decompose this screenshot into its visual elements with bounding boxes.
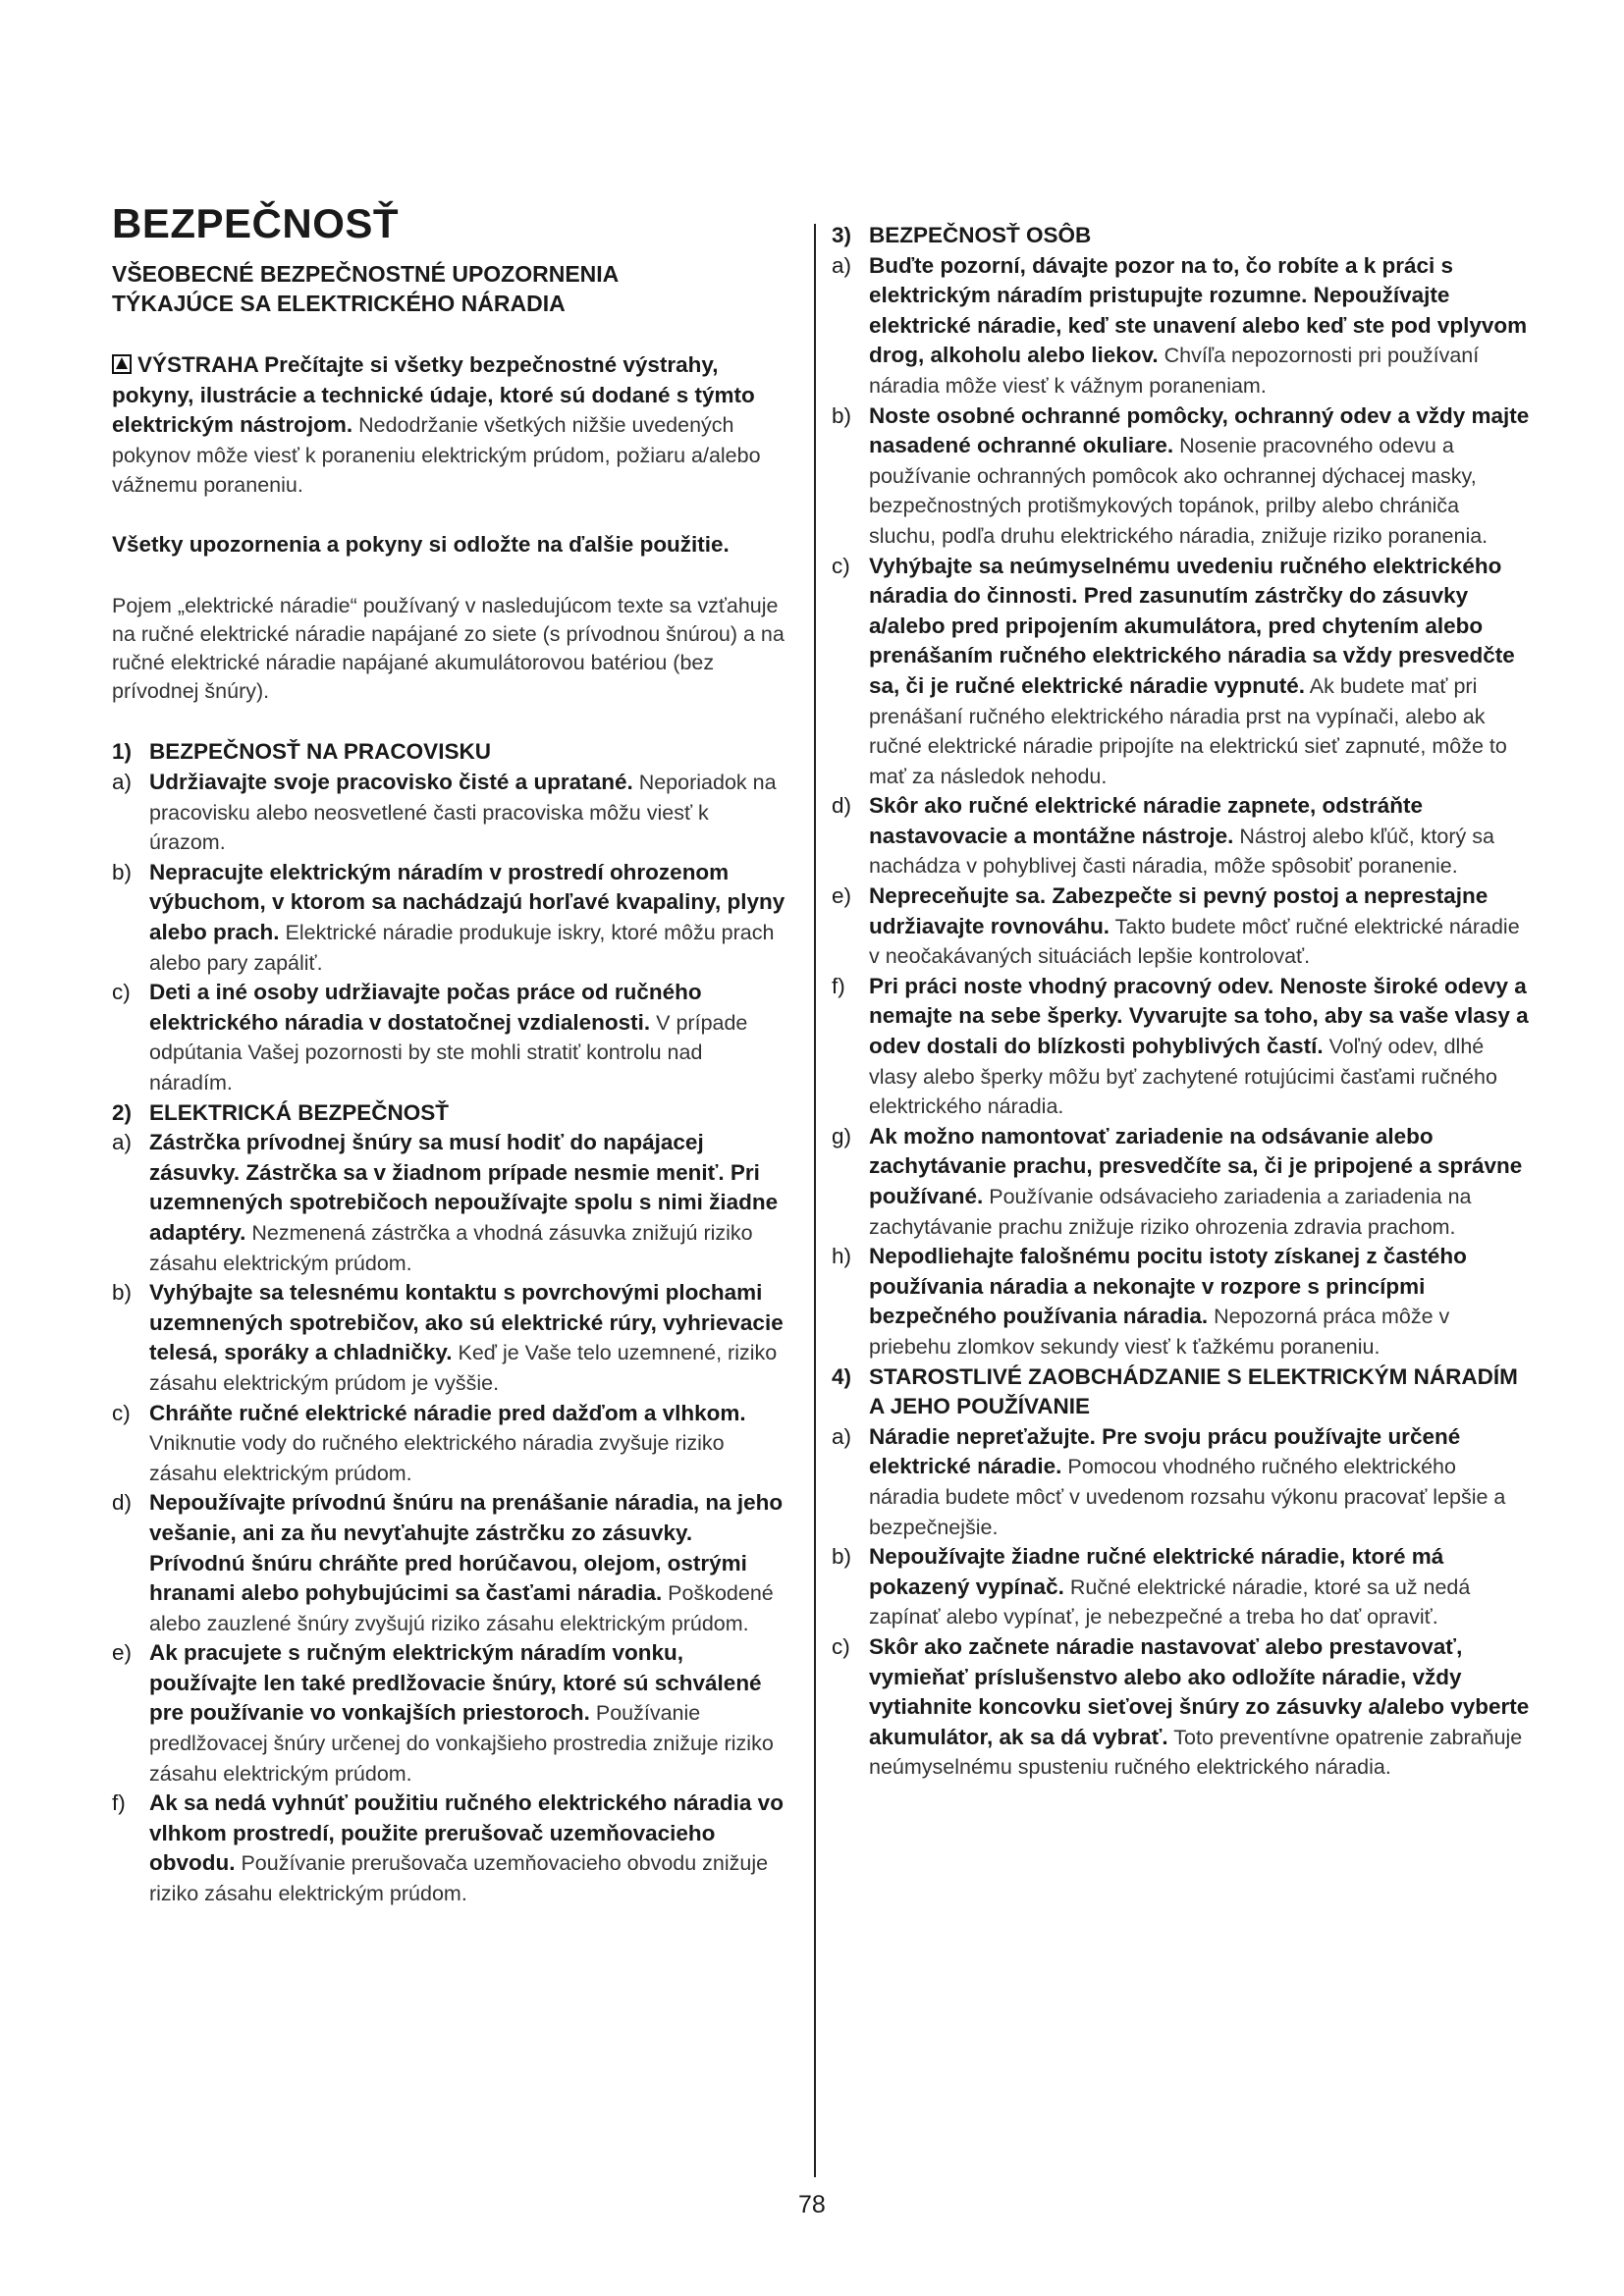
subtitle-line-1: VŠEOBECNÉ BEZPEČNOSTNÉ UPOZORNENIA <box>112 261 620 288</box>
list-item: c) Chráňte ručné elektrické náradie pred dažďom a vlhkom. Vniknutie vody do ručného elektrického náradia zvyšuje riziko zásahu elektrickým prúdom. <box>112 1400 746 1485</box>
column-divider <box>814 224 816 2177</box>
list-item: c) Skôr ako začnete náradie nastavovať alebo prestavovať, vymieňať príslušenstvo alebo ako odložíte náradie, vždy vytiahnite koncovku sieťovej šnúry zo zásuvky a/alebo vyberte akumulátor, ak sa dá vybrať. Toto preventívne opatrenie zabraňuje neúmyselnému spusteniu ručného elektrického náradia. <box>832 1633 1530 1780</box>
list-item: d) Nepoužívajte prívodnú šnúru na prenášanie náradia, na jeho vešanie, ani za ňu nevyťahujte zástrčku zo zásuvky. Prívodnú šnúru chráňte pred horúčavou, olejom, ostrými hranami alebo pohybujúcimi sa časťami náradia. Poškodené alebo zauzlené šnúry zvyšujú riziko zásahu elektrickým prúdom. <box>112 1490 784 1635</box>
list-item: a) Náradie nepreťažujte. Pre svoju prácu používajte určené elektrické náradie. Pomocou vhodného ručného elektrického náradia budete môcť v uvedenom rozsahu výkonu pracovať lepšie a bezpečnejšie. <box>832 1423 1506 1539</box>
warning-icon <box>112 354 132 374</box>
page-title: BEZPEČNOSŤ <box>112 200 400 246</box>
list-item: f) Ak sa nedá vyhnúť použitiu ručného elektrického náradia vo vlhkom prostredí, použite prerušovač uzemňovacieho obvodu. Používanie prerušovača uzemňovacieho obvodu znižuje riziko zásahu elektrickým prúdom. <box>112 1790 784 1906</box>
section-4 <box>832 1362 1531 1783</box>
section-heading: 3) BEZPEČNOSŤ OSÔB <box>832 223 1092 247</box>
keep-instructions: Všetky upozornenia a pokyny si odložte na ďalšie použitie. <box>112 531 730 557</box>
list-item: b) Nepracujte elektrickým náradím v prostredí ohrozenom výbuchom, v ktorom sa nachádzajú horľavé kvapaliny, plyny alebo prach. Elektrické náradie produkuje iskry, ktoré môžu prach alebo pary zapáliť. <box>112 859 785 975</box>
list-item: c) Vyhýbajte sa neúmyselnému uvedeniu ručného elektrického náradia do činnosti. Pred zasunutím zástrčky do zásuvky a/alebo pred pripojením akumulátora, pred chytením alebo prenášaním ručného elektrického náradia sa vždy presvedčte sa, či je ručné elektrické náradie vypnuté. Ak budete mať pri prenášaní ručného elektrického náradia prst na vypínači, alebo ak ručné elektrické náradie pripojíte na elektrickú sieť zapnuté, môže to mať za následok nehodu. <box>832 553 1515 788</box>
warning-bold: VÝSTRAHA Prečítajte si všetky bezpečnostné výstrahy, pokyny, ilustrácie a technické údaje, ktoré sú dodané s týmto elektrickým nástrojom. <box>112 351 755 438</box>
section-heading: 4) STAROSTLIVÉ ZAOBCHÁDZANIE S ELEKTRICKÝM NÁRADÍM A JEHO POUŽÍVANIE <box>832 1363 1518 1419</box>
list-item: h) Nepodliehajte falošnému pocitu istoty získanej z častého používania náradia a nekonajte v rozpore s princípmi bezpečného používania náradia. Nepozorná práca môže v priebehu zlomkov sekundy viesť k ťažkému poraneniu. <box>832 1244 1467 1359</box>
intro-paragraph: Pojem „elektrické náradie“ používaný v nasledujúcom texte sa vzťahuje na ručné elektrické náradie napájané zo siete (s prívodnou šnúrou) a na ručné elektrické náradie napájané akumulátorovou batériou (bez prívodnej šnúry). <box>112 593 785 704</box>
list-item: c) Deti a iné osoby udržiavajte počas práce od ručného elektrického náradia v dostatočnej vzdialenosti. V prípade odpútania Vašej pozornosti by ste mohli stratiť kontrolu nad náradím. <box>112 980 748 1095</box>
section-heading: 1) BEZPEČNOSŤ NA PRACOVISKU <box>112 739 491 765</box>
list-item: d) Skôr ako ručné elektrické náradie zapnete, odstráňte nastavovacie a montážne nástroje. Nástroj alebo kľúč, ktorý sa nachádza v pohyblivej časti náradia, môže spôsobiť poranenie. <box>832 793 1494 879</box>
subtitle-line-2: TÝKAJÚCE SA ELEKTRICKÉHO NÁRADIA <box>112 291 566 317</box>
right-column <box>832 221 1531 1783</box>
list-item: a) Zástrčka prívodnej šnúry sa musí hodiť do napájacej zásuvky. Zástrčka sa v žiadnom prípade nesmie meniť. Pri uzemnených spotrebičoch nepoužívajte spolu s nimi žiadne adaptéry. Nezmenená zástrčka a vhodná zásuvka znižujú riziko zásahu elektrickým prúdom. <box>112 1130 779 1275</box>
section-1 <box>112 737 789 1097</box>
list-item: b) Noste osobné ochranné pomôcky, ochranný odev a vždy majte nasadené ochranné okuliare. Nosenie pracovného odevu a používanie ochranných pomôcok ako ochrannej dýchacej masky, bezpečnostných protišmykových topánok, prilby alebo chrániča sluchu, podľa druhu elektrického náradia, znižuje riziko poranenia. <box>832 402 1530 548</box>
list-item: b) Vyhýbajte sa telesnému kontaktu s povrchovými plochami uzemnených spotrebičov, ako sú elektrické rúry, vyhrievacie telesá, sporáky a chladničky. Keď je Vaše telo uzemnené, riziko zásahu elektrickým prúdom je vyššie. <box>112 1280 784 1395</box>
warning-text: Nedodržanie všetkých nižšie uvedených pokynov môže viesť k poraneniu elektrickým prúdom, požiaru a/alebo vážnemu poraneniu. <box>112 413 761 498</box>
list-item: e) Ak pracujete s ručným elektrickým náradím vonku, používajte len také predlžovacie šnúry, ktoré sú schválené pre používanie vo vonkajších priestoroch. Používanie predlžovacej šnúry určenej do vonkajšieho prostredia znižuje riziko zásahu elektrickým prúdom. <box>112 1640 774 1786</box>
section-heading: 2) ELEKTRICKÁ BEZPEČNOSŤ <box>112 1099 450 1125</box>
left-column <box>112 201 789 1909</box>
section-3 <box>832 221 1531 1362</box>
list-item: a) Buďte pozorní, dávajte pozor na to, čo robíte a k práci s elektrickým náradím pristupujte rozumne. Nepoužívajte elektrické náradie, keď ste unavení alebo keď ste pod vplyvom drog, alkoholu alebo liekov. Chvíľa nepozornosti pri používaní náradia môže viesť k vážnym poraneniam. <box>832 252 1528 398</box>
list-item: f) Pri práci noste vhodný pracovný odev. Nenoste široké odevy a nemajte na sebe šperky. Vyvarujte sa toho, aby sa vaše vlasy a odev dostali do blízkosti pohyblivých častí. Voľný odev, dlhé vlasy alebo šperky môžu byť zachytené rotujúcimi časťami ručného elektrického náradia. <box>832 973 1529 1119</box>
page-number: 78 <box>798 2191 826 2218</box>
list-item: b) Nepoužívajte žiadne ručné elektrické náradie, ktoré má pokazený vypínač. Ručné elektrické náradie, ktoré sa už nedá zapínať alebo vypínať, je nebezpečné a treba ho dať opraviť. <box>832 1544 1471 1629</box>
list-item: g) Ak možno namontovať zariadenie na odsávanie alebo zachytávanie prachu, presvedčíte sa, či je pripojené a správne používané. Používanie odsávacieho zariadenia a zariadenia na zachytávanie prachu znižuje riziko ohrozenia zdravia prachom. <box>832 1123 1523 1239</box>
list-item: a) Udržiavajte svoje pracovisko čisté a upratané. Neporiadok na pracovisku alebo neosvetlené časti pracoviska môžu viesť k úrazom. <box>112 770 777 855</box>
section-2 <box>112 1098 789 1909</box>
warning-paragraph <box>112 350 789 501</box>
list-item: e) Nepreceňujte sa. Zabezpečte si pevný postoj a neprestajne udržiavajte rovnováhu. Takto budete môcť ručné elektrické náradie v neočakávaných situáciách lepšie kontrolovať. <box>832 883 1520 969</box>
subtitle <box>112 260 789 319</box>
